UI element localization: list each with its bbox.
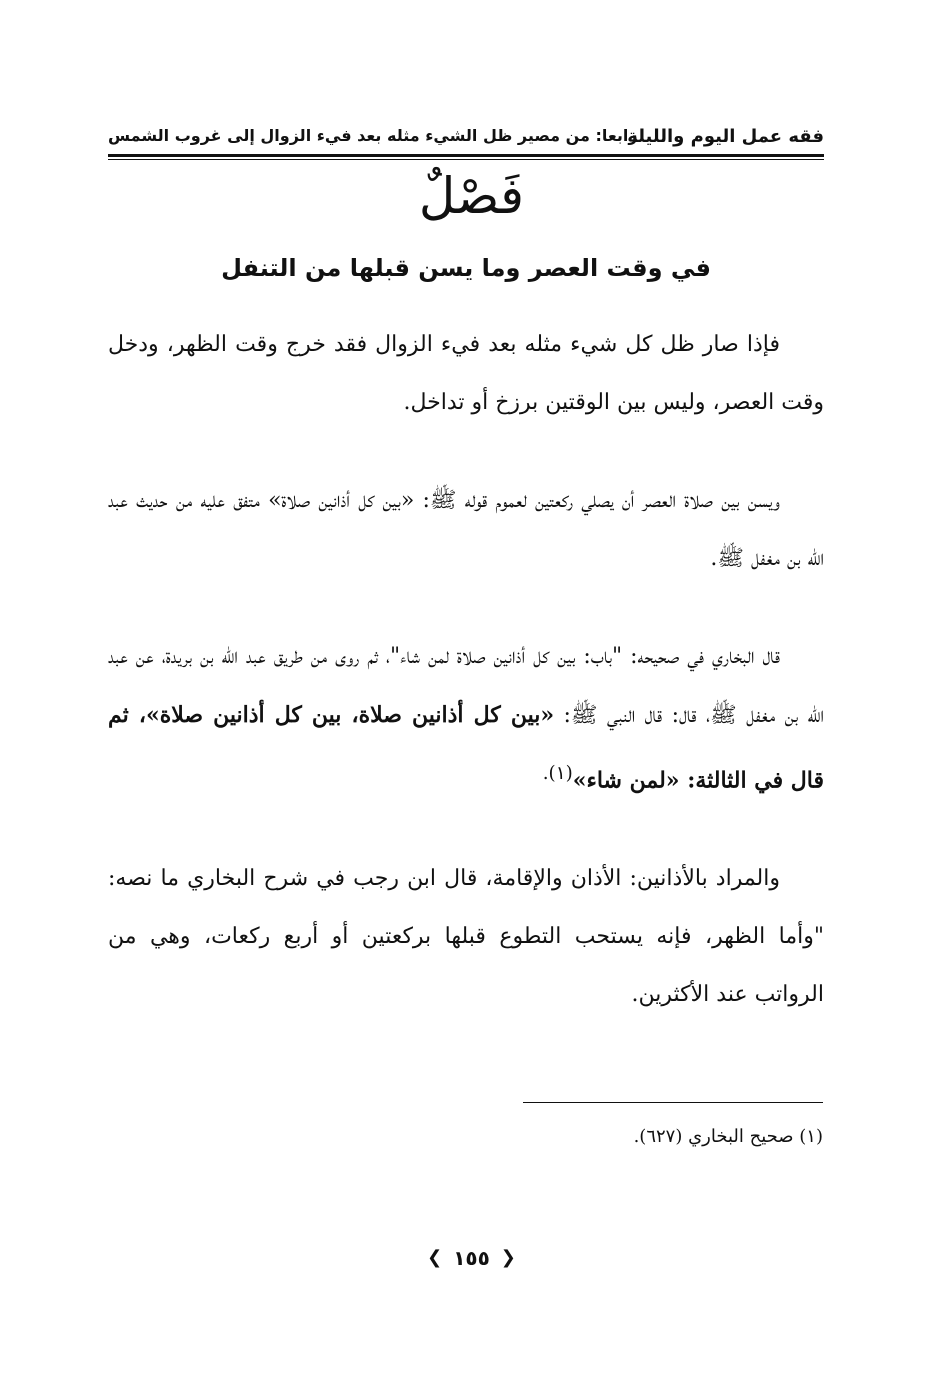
paragraph-3-intro: قال البخاري في صحيحه: "باب: بين كل أذانين صلاة لمن شاء"، ثم روى من طريق عبد الله بن بريدة، عن عبد الله بن مغفل ﷺ، قال: قال النبي ﷺ: [108, 644, 824, 728]
footnote: (١) صحيح البخاري (٦٢٧). [633, 1126, 823, 1147]
header-chapter-title: رابعا: من مصير ظل الشيء مثله بعد فيء الزوال إلى غروب الشمس [108, 126, 638, 145]
paragraph-1: فإذا صار ظل كل شيء مثله بعد فيء الزوال فقد خرج وقت الظهر، ودخل وقت العصر، وليس بين الوقتين برزخ أو تداخل. [108, 332, 824, 415]
page-number [0, 1244, 943, 1270]
body-text [108, 316, 824, 1064]
header-rule-thin [108, 159, 824, 160]
section-title: في وقت العصر وما يسن قبلها من التنفل [221, 254, 711, 282]
paragraph-3-hadith: «بين كل أذانين صلاة، بين كل أذانين صلاة»، ثم قال في الثالثة: «لمن شاء» [108, 702, 824, 794]
header-book-title: فقه عمل اليوم والليلة [627, 126, 824, 147]
section-word: فَصْلٌ [418, 167, 525, 225]
footnote-rule [523, 1102, 823, 1103]
running-header [108, 118, 824, 158]
ornament-right: ❯ [500, 1247, 516, 1268]
paragraph-4: والمراد بالأذانين: الأذان والإقامة، قال ابن رجب في شرح البخاري ما نصه: "وأما الظهر، فإنه يستحب التطوع قبلها بركعتين أو أربع ركعات، وهي من الرواتب عند الأكثرين. [108, 866, 824, 1008]
paragraph-3 [108, 628, 824, 810]
page-number-value: ١٥٥ [453, 1245, 490, 1270]
header-rule-thick [108, 154, 824, 157]
footnote-ref[interactable]: (١). [542, 763, 573, 784]
ornament-left: ❮ [427, 1247, 443, 1268]
paragraph-2: ويسن بين صلاة العصر أن يصلي ركعتين لعموم قوله ﷺ: «بين كل أذانين صلاة» متفق عليه من حديث عبد الله بن مغفل ﷺ. [108, 488, 824, 571]
